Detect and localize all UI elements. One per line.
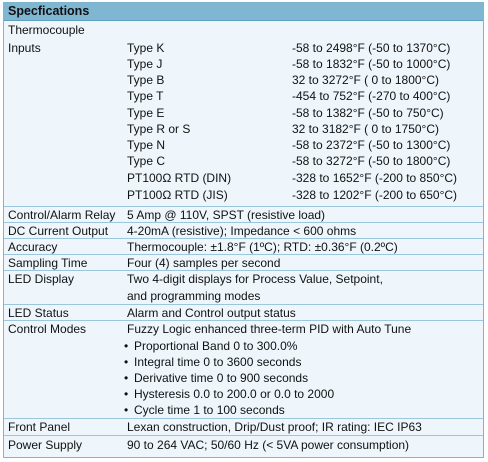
input-range: -58 to 2498°F (-50 to 1370°C) <box>292 41 451 55</box>
spec-value: Two 4-digit displays for Process Value, Setpoint, <box>127 272 383 286</box>
input-type: Type N <box>127 138 166 152</box>
spec-value: Fuzzy Logic enhanced three-term PID with Auto Tune <box>127 322 412 336</box>
spec-label: LED Display <box>8 272 75 286</box>
spec-value: Lexan construction, Drip/Dust proof; IR rating: IEC IP63 <box>127 420 422 434</box>
control-mode-bullet: • Hysteresis 0.0 to 200.0 or 0.0 to 2000 <box>134 387 334 401</box>
specifications-title: Specfications <box>8 4 90 18</box>
specifications-header <box>4 3 483 21</box>
thermocouple-section <box>4 21 483 206</box>
spec-label: Front Panel <box>8 420 71 434</box>
spec-label: LED Status <box>8 306 69 320</box>
spec-label: Control/Alarm Relay <box>8 208 116 222</box>
spec-value: Alarm and Control output status <box>127 306 296 320</box>
input-type: Type T <box>127 89 164 103</box>
sampling-row <box>4 254 483 271</box>
input-type: Type R or S <box>127 122 191 136</box>
spec-label: Control Modes <box>8 322 87 336</box>
control-mode-bullet: • Derivative time 0 to 900 seconds <box>134 371 308 385</box>
front-panel-row <box>4 418 483 436</box>
control-mode-bullet: • Cycle time 1 to 100 seconds <box>134 403 285 417</box>
control-mode-bullet: • Proportional Band 0 to 300.0% <box>134 339 297 353</box>
input-range: 32 to 3182°F ( 0 to 1750°C) <box>292 122 440 136</box>
input-range: -454 to 752°F (-270 to 400°C) <box>292 89 451 103</box>
input-range: -58 to 1382°F (-50 to 750°C) <box>292 106 444 120</box>
spec-value: 5 Amp @ 110V, SPST (resistive load) <box>127 208 326 222</box>
input-range: -328 to 1202°F (-200 to 650°C) <box>292 188 458 202</box>
control-modes-row <box>4 320 483 419</box>
input-range: -328 to 1652°F (-200 to 850°C) <box>292 171 458 185</box>
spec-value: and programming modes <box>127 289 261 303</box>
accuracy-row <box>4 238 483 255</box>
input-range: -58 to 1832°F (-50 to 1000°C) <box>292 57 451 71</box>
input-type: Type J <box>127 57 163 71</box>
inputs-label: Inputs <box>8 41 41 55</box>
control-relay-row <box>4 206 483 223</box>
thermocouple-label: Thermocouple <box>8 23 85 37</box>
spec-label: DC Current Output <box>8 224 109 238</box>
input-type: Type E <box>127 106 165 120</box>
input-type: PT100Ω RTD (DIN) <box>127 171 232 185</box>
input-type: PT100Ω RTD (JIS) <box>127 188 228 202</box>
spec-value: Thermocouple: ±1.8°F (1ºC); RTD: ±0.36°F (0.2ºC) <box>127 240 398 254</box>
input-type: Type C <box>127 154 166 168</box>
spec-label: Sampling Time <box>8 256 88 270</box>
input-range: 32 to 3272°F ( 0 to 1800°C) <box>292 73 440 87</box>
led-display-row <box>4 270 483 305</box>
dc-output-row <box>4 222 483 239</box>
spec-value: 4-20mA (resistive); Impedance < 600 ohms <box>127 224 357 238</box>
input-range: -58 to 3272°F (-50 to 1800°C) <box>292 154 451 168</box>
input-type: Type K <box>127 41 165 55</box>
spec-value: 90 to 264 VAC; 50/60 Hz (< 5VA power consumption) <box>127 438 410 452</box>
power-supply-row <box>4 435 483 458</box>
input-type: Type B <box>127 73 165 87</box>
spec-label: Accuracy <box>8 240 58 254</box>
specifications-table <box>3 2 484 458</box>
control-mode-bullet: • Integral time 0 to 3600 seconds <box>134 355 301 369</box>
spec-label: Power Supply <box>8 438 83 452</box>
led-status-row <box>4 304 483 321</box>
spec-value: Four (4) samples per second <box>127 256 281 270</box>
input-range: -58 to 2372°F (-50 to 1300°C) <box>292 138 451 152</box>
